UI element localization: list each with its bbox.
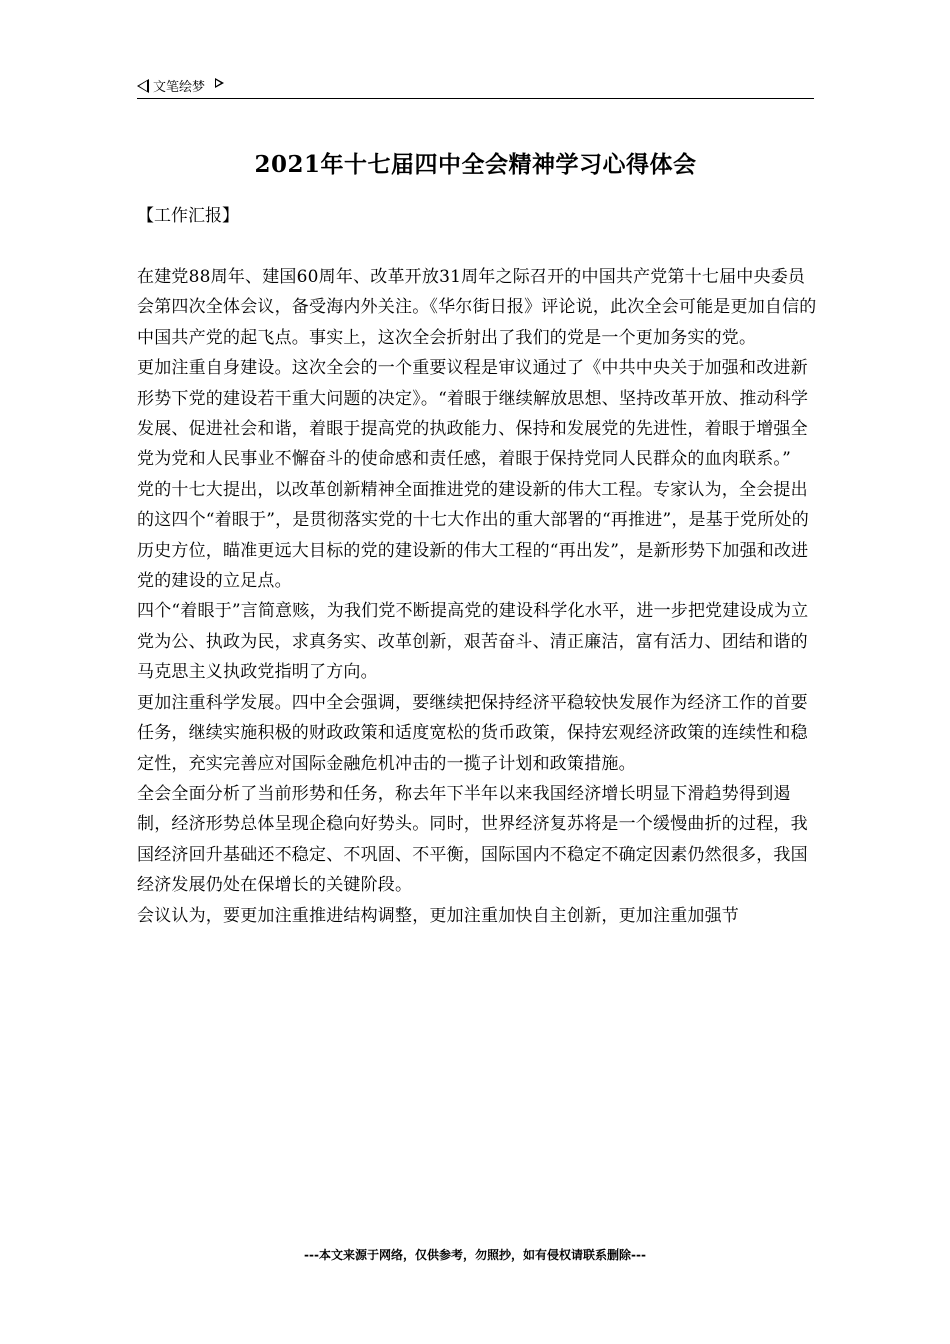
header-brand-text: 文笔绘梦 [153, 80, 206, 95]
paragraph: 更加注重自身建设。这次全会的一个重要议程是审议通过了《中共中央关于加强和改进新形势下党的建设若干重大问题的决定》。“着眼于继续解放思想、坚持改革开放、推动科学发展、促进社会和谐，着眼于提高党的执政能力、保持和发展党的先进性，着眼于增强全党为党和人民事业不懈奋斗的使命感和责任感，着眼于保持党同人民群众的血肉联系。” [137, 358, 809, 470]
header-brand [137, 76, 224, 95]
triangle-left-icon [137, 79, 149, 93]
paragraph: 党的十七大提出，以改革创新精神全面推进党的建设新的伟大工程。专家认为，全会提出的这四个“着眼于”，是贯彻落实党的十七大作出的重大部署的“再推进”，是基于党所处的历史方位，瞄准更远大目标的党的建设新的伟大工程的“再出发”，是新形势下加强和改进党的建设的立足点。 [137, 479, 809, 592]
paragraph: 全会全面分析了当前形势和任务，称去年下半年以来我国经济增长明显下滑趋势得到遏制，经济形势总体呈现企稳向好势头。同时，世界经济复苏将是一个缓慢曲折的过程，我国经济回升基础还不稳定、不巩固、不平衡，国际国内不稳定不确定因素仍然很多，我国经济发展仍处在保增长的关键阶段。 [137, 783, 808, 896]
page-footer: ---本文来源于网络，仅供参考，勿照抄，如有侵权请联系删除--- [304, 1248, 646, 1262]
document-body [137, 262, 817, 931]
triangle-right-icon [215, 78, 224, 88]
document-tag: 【工作汇报】 [137, 206, 239, 226]
paragraph: 更加注重科学发展。四中全会强调，要继续把保持经济平稳较快发展作为经济工作的首要任务，继续实施积极的财政政策和适度宽松的货币政策，保持宏观经济政策的连续性和稳定性，充实完善应对国际金融危机冲击的一揽子计划和政策措施。 [137, 692, 808, 774]
paragraph: 会议认为，要更加注重推进结构调整，更加注重加快自主创新，更加注重加强节 [137, 905, 739, 926]
document-title: 2021年十七届四中全会精神学习心得体会 [254, 151, 697, 178]
page-header [137, 72, 814, 99]
paragraph: 在建党88周年、建国60周年、改革开放31周年之际召开的中国共产党第十七届中央委员会第四次全体会议，备受海内外关注。《华尔街日报》评论说，此次全会可能是更加自信的中国共产党的起飞点。事实上，这次全会折射出了我们的党是一个更加务实的党。 [137, 267, 817, 348]
paragraph: 四个“着眼于”言简意赅，为我们党不断提高党的建设科学化水平，进一步把党建设成为立党为公、执政为民，求真务实、改革创新，艰苦奋斗、清正廉洁，富有活力、团结和谐的马克思主义执政党指明了方向。 [137, 601, 809, 683]
